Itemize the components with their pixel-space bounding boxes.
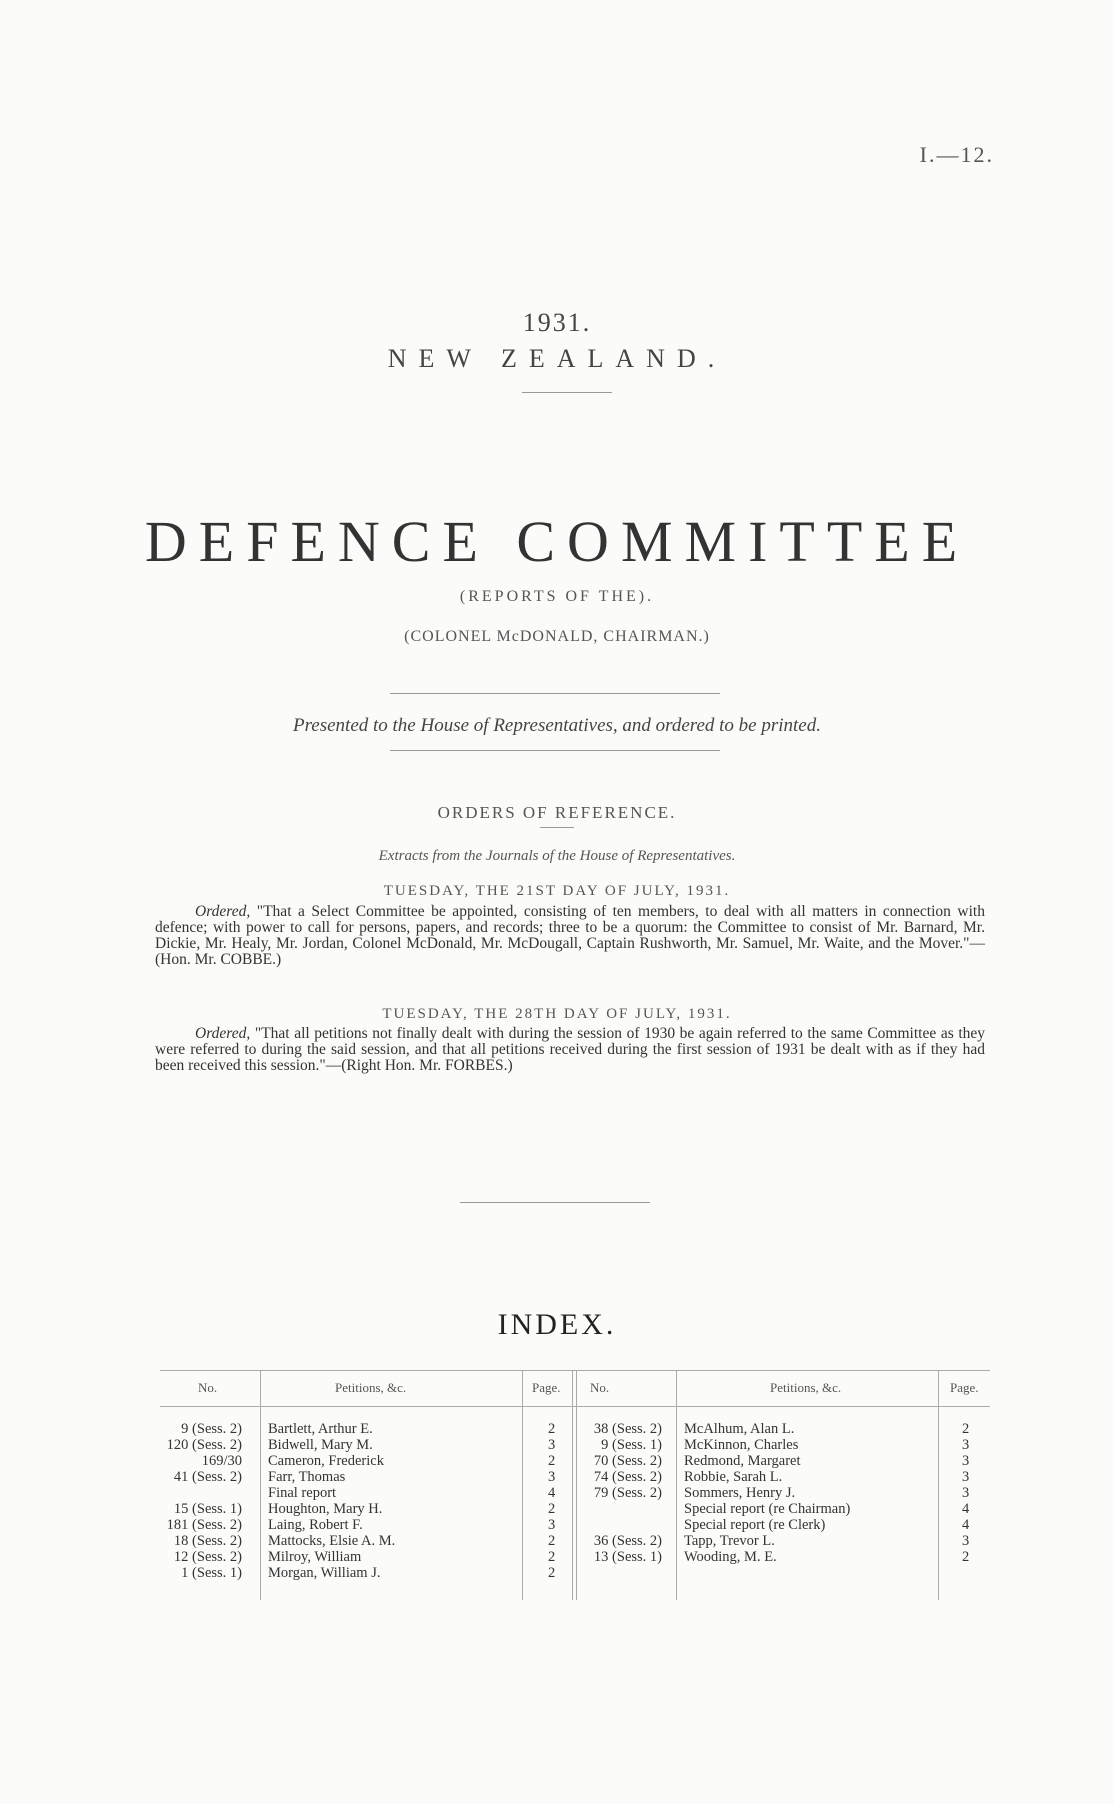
index-entry-number: 13 (Sess. 1)	[593, 1549, 662, 1565]
index-entry-number: 120 (Sess. 2)	[166, 1437, 242, 1453]
index-entry-page: 2	[962, 1549, 970, 1565]
index-entry-name: Milroy, William	[268, 1549, 362, 1565]
order-2-body: "That all petitions not finally dealt with during the session of 1930 be again referred to the same Committee as they were referred to during the said session, and that all petitions received during the first session of 1931 be dealt with as if they had been received this session."—(Right Hon. Mr. FORBES.)	[155, 1025, 986, 1074]
divider	[540, 827, 574, 828]
index-entry-number: 15 (Sess. 1)	[173, 1501, 242, 1517]
index-entry-page: 2	[548, 1501, 556, 1517]
index-entry-number: 36 (Sess. 2)	[593, 1533, 662, 1549]
index-entry-name: McAlhum, Alan L.	[684, 1421, 795, 1437]
order-2-date: TUESDAY, THE 28TH DAY OF JULY, 1931.	[382, 1006, 732, 1022]
col-page: Page.	[532, 1380, 561, 1395]
index-entry-name: McKinnon, Charles	[684, 1437, 799, 1453]
index-entry-name: Wooding, M. E.	[684, 1549, 777, 1565]
index-entry-number: 9 (Sess. 2)	[181, 1421, 242, 1437]
index-entry-number: 9 (Sess. 1)	[601, 1437, 662, 1453]
index-entry-page: 3	[548, 1469, 556, 1485]
index-entry-page: 3	[548, 1437, 556, 1453]
index-entry-number: 12 (Sess. 2)	[173, 1549, 242, 1565]
index-entry-number	[578, 1501, 662, 1517]
index-entry-number: 70 (Sess. 2)	[593, 1453, 662, 1469]
index-entry-name: Bidwell, Mary M.	[268, 1437, 373, 1453]
order-1-body: "That a Select Committee be appointed, consisting of ten members, to deal with all matters in connection with defence; with power to call for persons, papers, and records; three to be a quorum: the Committee to consist of Mr. Barnard, Mr. Dickie, Mr. Healy, Mr. Jordan, Colonel McDonald, Mr. McDougall, Captain Rushworth, Mr. Samuel, Mr. Waite, and the Mover."—(Hon. Mr. COBBE.)	[155, 903, 985, 968]
index-entry-page: 3	[962, 1485, 970, 1501]
index-entry-page: 3	[962, 1437, 970, 1453]
page-reference: I.—12.	[919, 142, 994, 167]
index-entry-page: 2	[548, 1421, 556, 1437]
order-2-lead: Ordered,	[195, 1025, 251, 1042]
order-1-lead: Ordered,	[195, 903, 251, 920]
index-entry-number: 1 (Sess. 1)	[181, 1565, 242, 1581]
index-entry-page: 2	[548, 1565, 556, 1581]
index-entry-page: 4	[962, 1501, 970, 1517]
index-entry-page: 3	[962, 1469, 970, 1485]
index-entry-name: Laing, Robert F.	[268, 1517, 363, 1533]
index-entry-page: 2	[548, 1453, 556, 1469]
index-entry-name: Robbie, Sarah L.	[684, 1469, 783, 1485]
order-1-text	[155, 904, 985, 968]
document-title: DEFENCE COMMITTEE	[144, 509, 970, 574]
index-entry-page: 3	[962, 1533, 970, 1549]
index-entry-page: 2	[962, 1421, 970, 1437]
order-1-date: TUESDAY, THE 21ST DAY OF JULY, 1931.	[383, 883, 731, 899]
report-year: 1931.	[522, 308, 592, 337]
index-entry-number: 18 (Sess. 2)	[173, 1533, 242, 1549]
index-entry-page: 2	[548, 1533, 556, 1549]
column-divider	[676, 1370, 677, 1600]
country-heading: NEW ZEALAND.	[387, 344, 727, 373]
index-heading: INDEX.	[497, 1308, 617, 1341]
index-entry-number	[578, 1517, 662, 1533]
extracts-line: Extracts from the Journals of the House of Representatives.	[378, 848, 736, 864]
index-entry-name: Sommers, Henry J.	[684, 1485, 796, 1501]
index-entry-name: Mattocks, Elsie A. M.	[268, 1533, 396, 1549]
index-entry-name: Redmond, Margaret	[684, 1453, 801, 1469]
index-entry-number: 38 (Sess. 2)	[593, 1421, 662, 1437]
index-entry-name: Cameron, Frederick	[268, 1453, 384, 1469]
index-entry-name: Farr, Thomas	[268, 1469, 346, 1485]
column-divider	[572, 1370, 573, 1600]
index-entry-name: Final report	[268, 1485, 337, 1501]
index-entry-page: 2	[548, 1549, 556, 1565]
table-rule	[160, 1370, 990, 1371]
presented-line: Presented to the House of Representatives, and ordered to be printed.	[292, 715, 821, 736]
column-divider	[938, 1370, 939, 1600]
index-entry-name: Special report (re Chairman)	[684, 1501, 851, 1517]
column-divider	[576, 1370, 577, 1600]
index-entry-page: 3	[548, 1517, 556, 1533]
index-entry-number: 41 (Sess. 2)	[173, 1469, 242, 1485]
document-subtitle: (REPORTS OF THE).	[459, 588, 655, 605]
orders-of-reference-heading: ORDERS OF REFERENCE.	[437, 803, 677, 822]
divider	[390, 750, 720, 751]
index-entry-name: Morgan, William J.	[268, 1565, 381, 1581]
index-entry-page: 4	[548, 1485, 556, 1501]
index-entry-number	[130, 1485, 242, 1501]
index-entry-number: 169/30	[201, 1453, 242, 1469]
chairman-line: (COLONEL McDONALD, CHAIRMAN.)	[404, 628, 710, 645]
index-entry-number: 79 (Sess. 2)	[593, 1485, 662, 1501]
divider	[390, 693, 720, 694]
column-divider	[260, 1370, 261, 1600]
index-entry-number: 74 (Sess. 2)	[593, 1469, 662, 1485]
col-no: No.	[198, 1380, 218, 1395]
index-entry-name: Tapp, Trevor L.	[684, 1533, 775, 1549]
index-entry-page: 3	[962, 1453, 970, 1469]
column-divider	[522, 1370, 523, 1600]
col-page-2: Page.	[950, 1380, 979, 1395]
index-entry-name: Special report (re Clerk)	[684, 1517, 826, 1533]
col-petitions: Petitions, &c.	[335, 1380, 407, 1395]
index-entry-name: Houghton, Mary H.	[268, 1501, 383, 1517]
divider	[522, 392, 612, 393]
col-no-2: No.	[590, 1380, 610, 1395]
divider	[460, 1202, 650, 1203]
index-entry-page: 4	[962, 1517, 970, 1533]
order-2-text	[155, 1026, 985, 1074]
index-entry-name: Bartlett, Arthur E.	[268, 1421, 373, 1437]
col-petitions-2: Petitions, &c.	[770, 1380, 842, 1395]
table-rule	[160, 1406, 990, 1407]
index-entry-number: 181 (Sess. 2)	[166, 1517, 242, 1533]
